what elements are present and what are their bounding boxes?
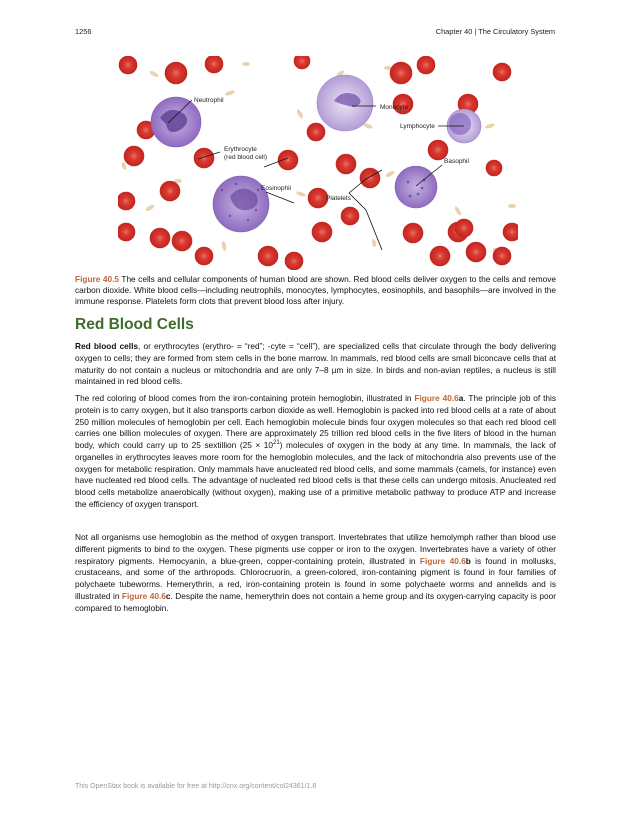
chapter-title: Chapter 40 | The Circulatory System — [435, 27, 555, 36]
label-eosinophil: Eosinophil — [261, 185, 291, 192]
section-title: Red Blood Cells — [75, 316, 194, 333]
key-term-red-blood-cells: Red blood cells — [75, 341, 139, 351]
label-basophil: Basophil — [444, 158, 469, 165]
blood-cells-figure — [118, 56, 518, 270]
label-lymphocyte: Lymphocyte — [400, 123, 435, 130]
footer-availability-note: This OpenStax book is available for free at http://cnx.org/content/col24361/1.8 — [75, 783, 317, 790]
figure-link-40-6a[interactable]: Figure 40.6 — [414, 393, 459, 403]
paragraph-2: The red coloring of blood comes from the iron-containing protein hemoglobin, illustrated in Figure 40.6a. The principle job of this protein is to carry oxygen, but it also transports carbon dioxide as well. Hemoglobin is packed into red blood cells at a rate of about 250 million molecules of hemoglobin per cell. Each hemoglobin molecule binds four oxygen molecules so that each red blood cell carries one billion molecules of oxygen. There are approximately 25 trillion red blood cells in the five liters of blood in the human body, which could carry up to 25 sextillion $(25 \times 10^{21})$ molecules of oxygen in the body at any time. In mammals, the lack of organelles in erythrocytes leaves more room for the hemoglobin molecules, and the lack of mitochondria also prevents use of the oxygen for metabolic respiration. Only mammals have anucleated red blood cells, and some mammals (camels, for instance) even have nucleated red blood cells. The advantage of nucleated red blood cells is that these cells can undergo mitosis. Anucleated red blood cells metabolize anaerobically (without oxygen), making use of a primitive metabolic pathway to produce ATP and increase the efficiency of oxygen transport. — [75, 393, 557, 509]
figure-caption — [75, 274, 556, 308]
label-neutrophil: Neutrophil — [194, 97, 224, 104]
paragraph-1: Red blood cells, or erythrocytes (erythro- = “red”; -cyte = “cell”), are specialized cells that circulate through the body delivering oxygen to cells; they are formed from stem cells in the bone marrow. In mammals, red blood cells are small biconcave cells that at maturity do not contain a nucleus or mitochondria and are only 7–8 µm in size. In birds and non-avian reptiles, a nucleus is still maintained in red blood cells. — [75, 341, 556, 387]
label-red-blood-cell: (red blood cell) — [224, 154, 267, 161]
figure-link-40-6b[interactable]: Figure 40.6 — [419, 555, 466, 566]
label-platelets: Platelets — [326, 195, 351, 202]
label-monocyte: Monocyte — [380, 104, 409, 111]
basophil-cell — [395, 166, 437, 208]
label-erythrocyte: Erythrocyte — [224, 146, 257, 153]
paragraph-3: Not all organisms use hemoglobin as the method of oxygen transport. Invertebrates that utilize hemolymph rather than blood use different pigments to bind to the oxygen. These pigments use copper or iron to the oxygen. Invertebrates have a variety of other respiratory pigments. Hemocyanin, a blue-green, copper-containing protein, illustrated in Figure 40.6b is found in mollusks, crustaceans, and some of the arthropods. Chlorocruorin, a green-colored, iron-containing pigment is found in four families of polychaete tubeworms. Hemerythrin, a red, iron-containing protein is found in some polychaete worms and annelids and is illustrated in Figure 40.6c. Despite the name, hemerythrin does not contain a heme group and its oxygen-carrying capacity is poor compared to hemoglobin. — [75, 532, 557, 613]
blood-cells-illustration — [118, 56, 518, 270]
caption-text: The cells and cellular components of human blood are shown. Red blood cells deliver oxygen to the cells and remove carbon dioxide. White blood cells—including neutrophils, monocytes, lymphocytes, eosinophils, and basophils—are involved in the immune response. Platelets form clots that prevent blood loss after injury. — [75, 274, 556, 307]
caption-figure-label: Figure 40.5 — [75, 274, 120, 284]
figure-link-40-6c[interactable]: Figure 40.6 — [121, 590, 166, 601]
page-number: 1256 — [75, 27, 92, 36]
